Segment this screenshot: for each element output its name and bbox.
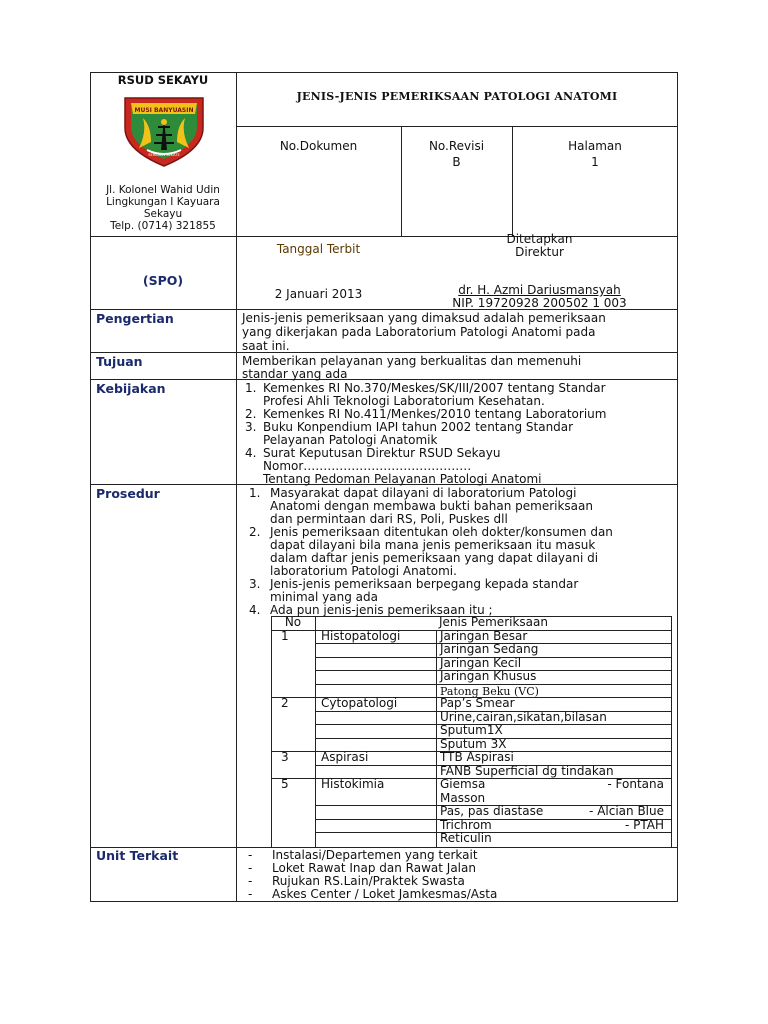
prosedur-item-2-line-2: dapat dilayani bila mana jenis pemeriksaan itu masuk — [270, 538, 596, 552]
table-row-12-item — [440, 778, 664, 791]
table-row-10-item: TTB Aspirasi — [440, 750, 514, 764]
prosedur-item-4-line-1: Ada pun jenis-jenis pemeriksaan itu ; — [270, 603, 493, 617]
divider-tujuan — [90, 352, 678, 353]
ditetapkan: Ditetapkan — [506, 232, 573, 246]
spo-document — [90, 72, 678, 902]
table-row-13-item-right: - Alcian Blue — [589, 804, 664, 818]
tanggal-terbit-value: 2 Januari 2013 — [274, 287, 363, 301]
table-row-12-item-left: Giemsa — [440, 777, 486, 791]
no-dokumen-label: No.Dokumen — [279, 139, 358, 153]
exam-table — [271, 616, 672, 847]
director-nip: NIP. 19720928 200502 1 003 — [452, 296, 627, 310]
prosedur-item-1-line-1: Masyarakat dapat dilayani di laboratorium Patologi — [270, 486, 577, 500]
unit-bullet-3: - — [248, 874, 253, 888]
no-revisi-value: B — [452, 155, 461, 169]
table-row-14-bottom — [315, 832, 672, 833]
pengertian-line-2: yang dikerjakan pada Laboratorium Patologi Anatomi pada — [242, 325, 596, 339]
kebijakan-item-4-line-1: Surat Keputusan Direktur RSUD Sekayu — [263, 446, 501, 460]
table-row-12-group: Histokimia — [321, 777, 385, 791]
pengertian-line-1: Jenis-jenis pemeriksaan yang dimaksud adalah pemeriksaan — [242, 311, 606, 325]
table-row-4-item: Jaringan Khusus — [440, 669, 537, 683]
frame-right — [677, 72, 678, 902]
address-line-1: Jl. Kolonel Wahid Udin — [106, 184, 220, 196]
table-head-no: No — [284, 615, 302, 629]
unit-item-2: Loket Rawat Inap dan Rawat Jalan — [272, 861, 476, 875]
table-row-1-no: 1 — [281, 628, 289, 643]
logo-bottom: SERASAN SEKATE — [148, 153, 180, 157]
logo-banner: MUSI BANYUASIN — [134, 107, 194, 114]
prosedur-item-1-line-2: Anatomi dengan membawa bukti bahan pemeriksaan — [270, 499, 593, 513]
table-row-1-item: Jaringan Besar — [440, 628, 528, 643]
hospital-name: RSUD SEKAYU — [117, 73, 209, 87]
unit-item-3: Rujukan RS.Lain/Praktek Swasta — [272, 874, 465, 888]
kebijakan-item-2-line-1: Kemenkes RI No.411/Menkes/2010 tentang Laboratorium — [263, 407, 607, 421]
table-row-10-group: Aspirasi — [321, 750, 369, 764]
address-line-3: Sekayu — [143, 208, 183, 220]
table-row-6-no: 2 — [281, 696, 289, 710]
table-row-14-item-right: - PTAH — [624, 817, 664, 832]
table-col-group — [315, 616, 316, 847]
frame-bottom — [90, 901, 678, 902]
divider-kebijakan — [90, 379, 678, 380]
kebijakan-num-1: 1. — [245, 381, 257, 395]
unit-bullet-1: - — [248, 848, 253, 862]
table-row-13-item — [440, 805, 664, 818]
page-title: JENIS-JENIS PEMERIKSAAN PATOLOGI ANATOMI — [296, 90, 618, 103]
prosedur-num-1: 1. — [249, 486, 261, 500]
table-row-12-item-2: Masson — [440, 790, 486, 805]
halaman-label: Halaman — [568, 139, 622, 153]
table-row-14-item — [440, 819, 664, 832]
kebijakan-item-4-line-3: Tentang Pedoman Pelayanan Patologi Anatomi — [263, 472, 542, 486]
kebijakan-item-3-line-1: Buku Konpendium IAPI tahun 2002 tentang Standar — [263, 420, 574, 434]
table-row-5-item: Patong Beku (VC) — [440, 684, 539, 698]
pengertian-label: Pengertian — [96, 311, 174, 326]
table-row-1-group: Histopatologi — [321, 628, 401, 643]
table-right — [671, 616, 672, 847]
prosedur-item-2-line-1: Jenis pemeriksaan ditentukan oleh dokter/konsumen dan — [270, 525, 613, 539]
spo-label: (SPO) — [142, 273, 184, 288]
unit-bullet-4: - — [248, 887, 253, 901]
director-name: dr. H. Azmi Dariusmansyah — [458, 283, 621, 297]
table-row-15-item: Reticulin — [440, 831, 492, 845]
table-row-12-item-right: - Fontana — [607, 777, 664, 791]
tanggal-terbit-label: Tanggal Terbit — [276, 242, 361, 256]
prosedur-item-3-line-1: Jenis-jenis pemeriksaan berpegang kepada standar — [270, 577, 579, 591]
unit-item-1: Instalasi/Departemen yang terkait — [272, 848, 478, 862]
table-row-3-item: Jaringan Kecil — [440, 655, 522, 670]
table-row-13-item-left: Pas, pas diastase — [440, 804, 544, 818]
table-head-jenis: Jenis Pemeriksaan — [439, 615, 548, 629]
prosedur-item-1-line-3: dan permintaan dari RS, Poli, Puskes dll — [270, 512, 508, 526]
table-row-14-item-left: Trichrom — [440, 817, 492, 832]
kebijakan-num-2: 2. — [245, 407, 257, 421]
kebijakan-item-1-line-2: Profesi Ahli Teknologi Laboratorium Kesehatan. — [263, 394, 545, 408]
table-row-10-no: 3 — [281, 750, 289, 764]
halaman-value: 1 — [591, 155, 599, 169]
prosedur-item-3-line-2: minimal yang ada — [270, 590, 378, 604]
unit-bullet-2: - — [248, 861, 253, 875]
tujuan-text: Memberikan pelayanan yang berkualitas dan memenuhi — [242, 354, 582, 368]
kebijakan-num-3: 3. — [245, 420, 257, 434]
table-row-8-item: Sputum1X — [440, 723, 503, 737]
table-row-11-item: FANB Superficial dg tindakan — [440, 763, 614, 778]
phone: Telp. (0714) 321855 — [110, 220, 216, 232]
table-row-6-group: Cytopatologi — [321, 696, 398, 710]
kebijakan-item-4-line-2: Nomor…………………………………… — [263, 459, 472, 473]
column-divider — [236, 72, 237, 902]
unit-terkait-label: Unit Terkait — [96, 848, 179, 863]
tujuan-label: Tujuan — [96, 354, 143, 369]
kebijakan-item-3-line-2: Pelayanan Patologi Anatomik — [263, 433, 438, 447]
pengertian-line-3: saat ini. — [242, 339, 290, 353]
prosedur-item-2-line-3: dalam daftar jenis pemeriksaan yang dapat dilayani di — [270, 551, 599, 565]
address-line-2: Lingkungan I Kayuara — [106, 196, 220, 208]
direktur: Direktur — [515, 245, 564, 259]
prosedur-num-3: 3. — [249, 577, 261, 591]
tujuan-line-2: standar yang ada — [242, 367, 348, 381]
table-row-12-no: 5 — [281, 777, 289, 791]
table-left — [271, 616, 272, 847]
prosedur-item-2-line-4: laboratorium Patologi Anatomi. — [270, 564, 457, 578]
table-row-2-item: Jaringan Sedang — [440, 642, 539, 656]
hospital-logo — [117, 92, 211, 168]
no-revisi-label: No.Revisi — [428, 139, 485, 153]
table-row-7-item: Urine,cairan,sikatan,bilasan — [440, 709, 607, 724]
unit-item-4: Askes Center / Loket Jamkesmas/Asta — [272, 887, 498, 901]
prosedur-num-4: 4. — [249, 603, 261, 617]
table-row-9-item: Sputum 3X — [440, 736, 507, 751]
kebijakan-num-4: 4. — [245, 446, 257, 460]
table-row-6-item: Pap’s Smear — [440, 696, 515, 710]
prosedur-num-2: 2. — [249, 525, 261, 539]
title-divider — [236, 126, 678, 127]
kebijakan-item-1-line-1: Kemenkes RI No.370/Meskes/SK/III/2007 tentang Standar — [263, 381, 606, 395]
prosedur-label: Prosedur — [96, 486, 160, 501]
kebijakan-label: Kebijakan — [96, 381, 166, 396]
